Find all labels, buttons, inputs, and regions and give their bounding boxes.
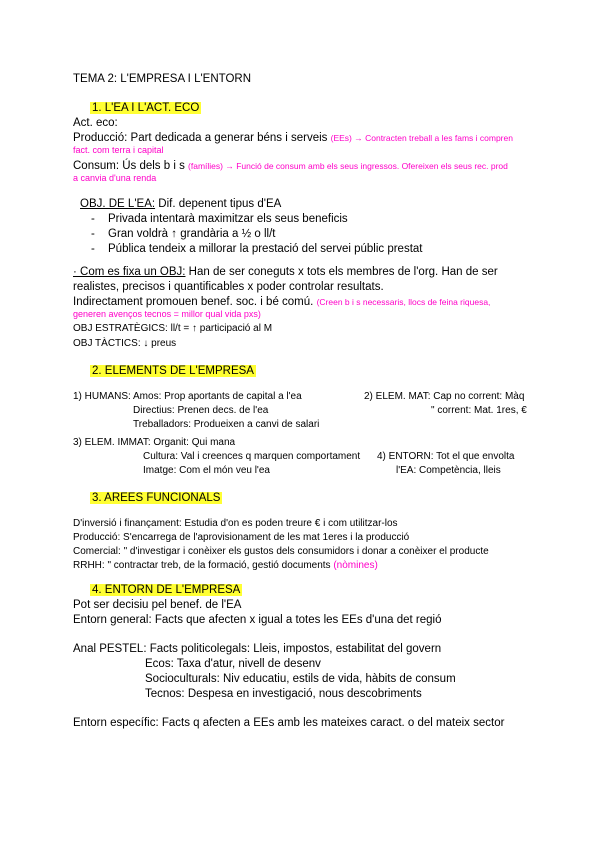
act-eco-label: Act. eco:	[73, 117, 118, 129]
consum-line: Consum: Ús dels b i s (famílies) → Funció de consum amb els seus ingressos. Ofereixen els seus rec. prod	[73, 160, 508, 172]
elem-humans: 1) HUMANS: Amos: Prop aportants de capital a l'ea	[73, 391, 302, 402]
com-fixa-line: · Com es fixa un OBJ: Han de ser coneguts x tots els membres de l'org. Han de ser	[73, 266, 498, 278]
bullet-item: Privada intentarà maximitzar els seus beneficis	[108, 213, 348, 225]
page-title: TEMA 2: L'EMPRESA I L'ENTORN	[73, 73, 252, 85]
bullet-marker: -	[91, 213, 95, 225]
obj-estrategics: OBJ ESTRATÈGICS: ll/t = ↑ participació al M	[73, 323, 273, 334]
indirect-line: Indirectament promouen benef. soc. i bé comú. (Creen b i s necessaris, llocs de feina riquesa,	[73, 296, 491, 308]
elem-entorn: 4) ENTORN: Tot el que envolta	[377, 451, 515, 462]
section-heading-1: 1. L'EA I L'ACT. ECO	[92, 102, 200, 114]
area-comercial: Comercial: " d'investigar i conèixer els gustos dels consumidors i donar a conèixer el producte	[73, 546, 489, 557]
elem-treballadors: Treballadors: Produeixen a canvi de salari	[133, 419, 320, 430]
entorn-general: Entorn general: Facts que afecten x igual a totes les EEs d'una det regió	[73, 614, 442, 626]
consum-note-line: a canvia d'una renda	[73, 173, 157, 183]
bullet-item: Pública tendeix a millorar la prestació del servei públic prestat	[108, 243, 423, 255]
section-heading-3: 3. AREES FUNCIONALS	[92, 492, 221, 504]
elem-entorn-2: l'EA: Competència, lleis	[396, 465, 501, 476]
bullet-item: Gran voldrà ↑ grandària a ½ o ll/t	[108, 228, 276, 240]
elem-cultura: Cultura: Val i creences q marquen comportament	[143, 451, 361, 462]
obj-ea-line: OBJ. DE L'EA: Dif. depenent tipus d'EA	[80, 198, 282, 210]
produccio-note-line: fact. com terra i capital	[73, 145, 164, 155]
elem-imatge: Imatge: Com el món veu l'ea	[143, 465, 270, 476]
elem-mat: 2) ELEM. MAT: Cap no corrent: Màq	[364, 391, 525, 402]
area-inversio: D'inversió i finançament: Estudia d'on es poden treure € i com utilitzar-los	[73, 518, 398, 529]
bullet-marker: -	[91, 228, 95, 240]
pestel-tecnos: Tecnos: Despesa en investigació, nous descobriments	[145, 688, 422, 700]
pestel-socio: Socioculturals: Niv educatiu, estils de vida, hàbits de consum	[145, 673, 456, 685]
section-heading-4: 4. ENTORN DE L'EMPRESA	[92, 584, 241, 596]
section-heading-2: 2. ELEMENTS DE L'EMPRESA	[92, 365, 254, 377]
pestel-line: Anal PESTEL: Facts politicolegals: Lleis, impostos, estabilitat del govern	[73, 643, 442, 655]
produccio-line: Producció: Part dedicada a generar béns i serveis (EEs) → Contracten treball a les fams i compren	[73, 132, 513, 144]
area-rrhh: RRHH: " contractar treb, de la formació, gestió documents (nòmines)	[73, 560, 378, 571]
elem-directius: Directius: Prenen decs. de l'ea	[133, 405, 269, 416]
area-produccio: Producció: S'encarrega de l'aprovisionament de les mat 1eres i la producció	[73, 532, 410, 543]
indirect-note-line: generen avenços tecnos = millor qual vida pxs)	[73, 309, 261, 319]
entorn-decisiu: Pot ser decisiu pel benef. de l'EA	[73, 599, 242, 611]
elem-immat: 3) ELEM. IMMAT: Organit: Qui mana	[73, 437, 236, 448]
bullet-marker: -	[91, 243, 95, 255]
elem-mat-corrent: " corrent: Mat. 1res, €	[431, 405, 527, 416]
obj-tactics: OBJ TÀCTICS: ↓ preus	[73, 338, 177, 349]
pestel-ecos: Ecos: Taxa d'atur, nivell de desenv	[145, 658, 321, 670]
entorn-especific: Entorn específic: Facts q afecten a EEs amb les mateixes caract. o del mateix sector	[73, 717, 505, 729]
com-fixa-line-2: realistes, precisos i quantificables x poder controlar resultats.	[73, 281, 384, 293]
